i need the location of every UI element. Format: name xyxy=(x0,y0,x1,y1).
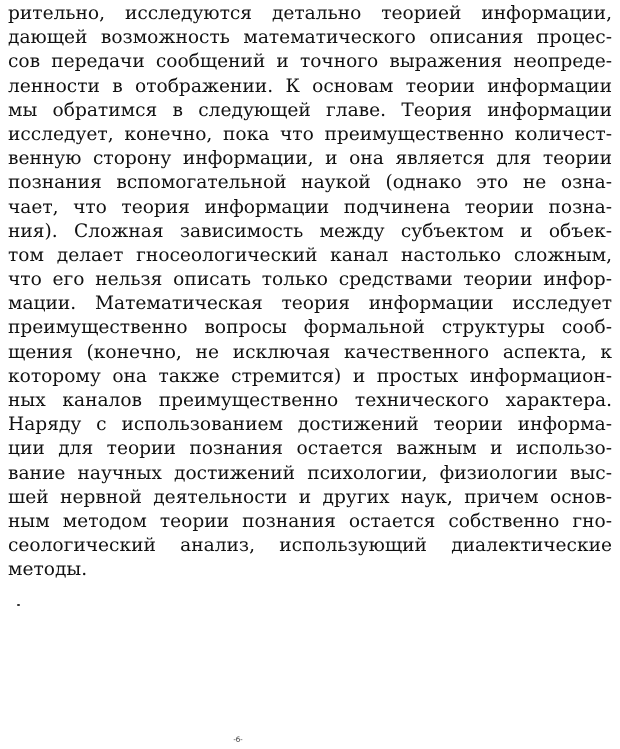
text-line: том делает гносеологический канал настолько сложным, xyxy=(8,244,612,266)
text-line: ленности в отображении. К основам теории информации xyxy=(8,75,612,97)
print-speck xyxy=(17,604,20,606)
text-line-last: методы. xyxy=(8,559,88,581)
text-line: которому она также стремится) и простых информацион- xyxy=(8,365,612,387)
text-line: щения (конечно, не исключая качественного аспекта, к xyxy=(8,341,612,363)
text-line: ции для теории познания остается важным и использо- xyxy=(8,438,612,460)
text-line: ния). Сложная зависимость между субъектом и объек- xyxy=(8,220,612,242)
text-line: мы обратимся в следующей главе. Теория информации xyxy=(8,99,612,121)
text-line: венную сторону информации, и она является для теории xyxy=(8,148,612,170)
text-line: сеологический анализ, использующий диалектические xyxy=(8,535,612,557)
text-line: вание научных достижений психологии, физиологии выс- xyxy=(8,462,612,484)
text-line: мации. Математическая теория информации исследует xyxy=(8,293,612,315)
text-line: чает, что теория информации подчинена теории позна- xyxy=(8,196,612,218)
body-paragraph xyxy=(8,2,612,583)
text-line: ным методом теории познания остается собственно гно- xyxy=(8,510,612,532)
text-line: дающей возможность математического описания процес- xyxy=(8,27,612,49)
text-line: исследует, конечно, пока что преимущественно количест- xyxy=(8,123,612,145)
page-footer-mark: -б- xyxy=(233,736,243,744)
text-line: познания вспомогательной наукой (однако это не озна- xyxy=(8,172,612,194)
text-line: ных каналов преимущественно технического характера. xyxy=(8,390,612,411)
text-line: преимущественно вопросы формальной структуры сооб- xyxy=(8,317,612,339)
text-line: рительно, исследуются детально теорией информации, xyxy=(8,3,612,24)
text-line: Наряду с использованием достижений теории информа- xyxy=(8,414,612,436)
text-line: сов передачи сообщений и точного выражения неопреде- xyxy=(8,51,612,73)
text-line: что его нельзя описать только средствами теории инфор- xyxy=(8,269,612,291)
text-line: шей нервной деятельности и других наук, причем основ- xyxy=(8,486,612,508)
